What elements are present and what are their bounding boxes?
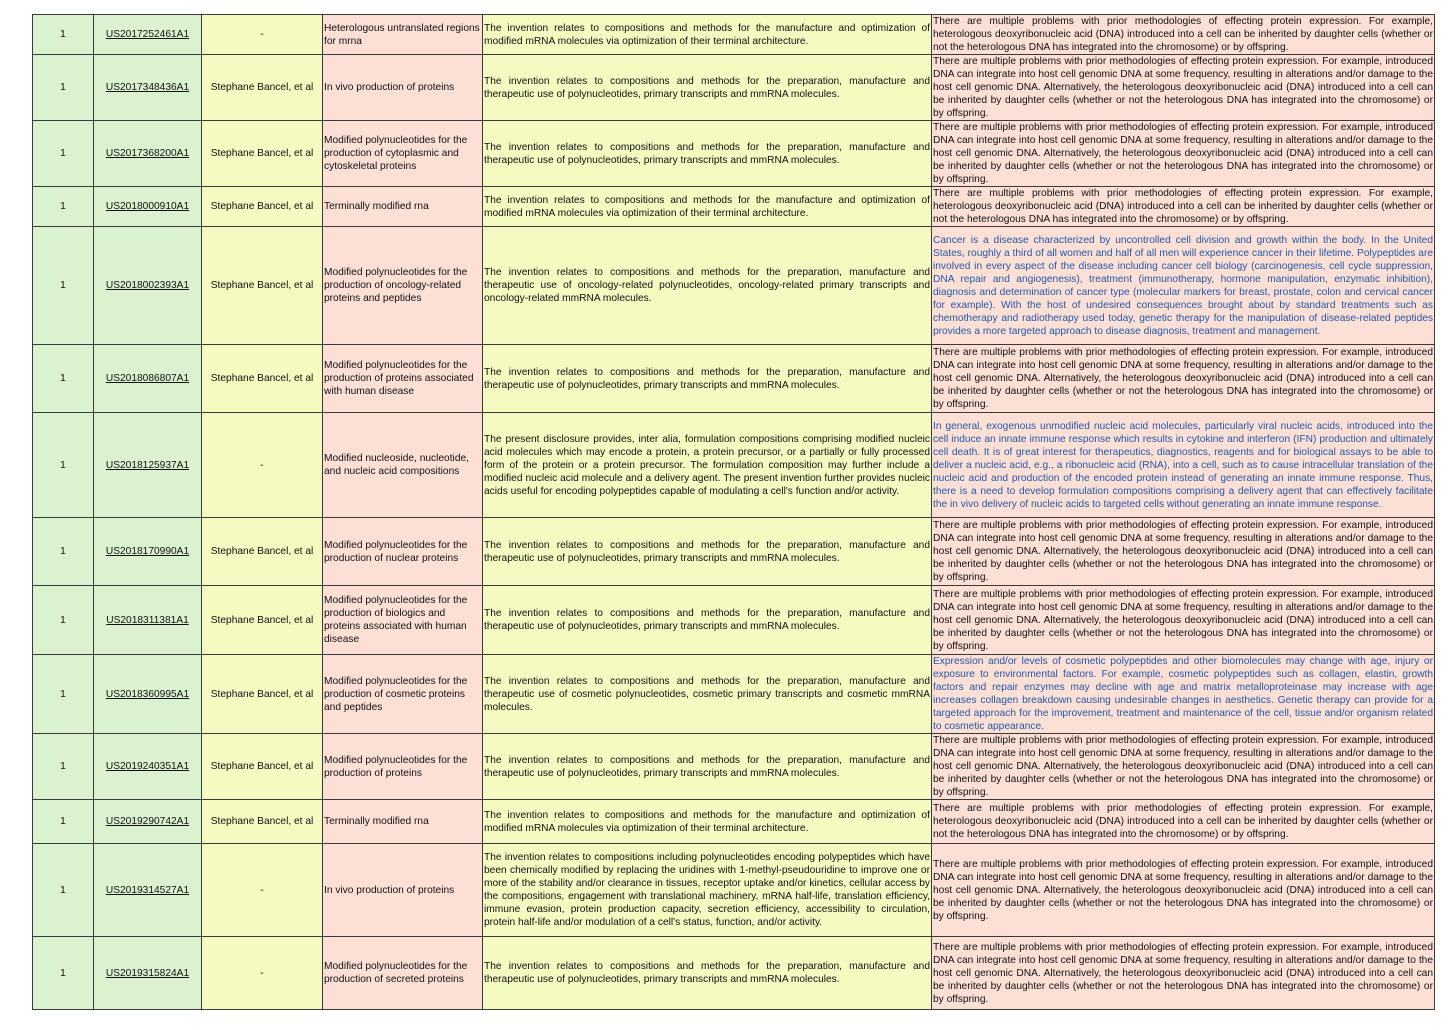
table-row <box>33 655 1435 734</box>
problem-cell: There are multiple problems with prior methodologies of effecting protein expression. For example, introduced DNA can integrate into host cell genomic DNA at some frequency, resulting in alterations and/or damage to the host cell genomic DNA. Alternatively, the heterologous deoxyribonucleic acid (DNA) introduced into a cell can be inherited by daughter cells (whether or not the heterologous DNA has integrated into the chromosome) or by offspring. <box>933 56 1433 119</box>
problem-cell: Cancer is a disease characterized by uncontrolled cell division and growth within the body. In the United States, roughly a third of all women and half of all men will experience cancer in their lifetime. Polypeptides are involved in every aspect of the disease including cancer cell biology (carcinogenesis, cell cycle suppression, DNA repair and angiogenesis), treatment (immunotherapy, hormone manipulation, enzymatic inhibition), diagnosis and determination of cancer type (molecular markers for breast, prostate, colon and cervical cancer for example). With the host of undesired consequences brought about by standard treatments such as chemotherapy and radiotherapy used today, genetic therapy for the manipulation of disease-related peptides provides a more targeted approach to disease diagnosis, treatment and management. <box>932 227 1435 345</box>
abstract-cell: The present disclosure provides, inter alia, formulation compositions comprising modified nucleic acid molecules which may encode a protein, a protein precursor, or a partially or fully processed form of the protein or a protein precursor. The formulation composition may further include a modified nucleic acid molecule and a delivery agent. The present invention further provides nucleic acids useful for encoding polypeptides capable of modulating a cell's function and/or activity. <box>483 413 932 518</box>
table-row <box>33 345 1435 413</box>
title-cell: Terminally modified rna <box>323 187 483 227</box>
count-cell: 1 <box>33 844 94 937</box>
patent-cell <box>94 15 202 55</box>
patent-link[interactable]: US2017368200A1 <box>105 148 190 159</box>
problem-cell: There are multiple problems with prior methodologies of effecting protein expression. For example, introduced DNA can integrate into host cell genomic DNA at some frequency, resulting in alterations and/or damage to the host cell genomic DNA. Alternatively, the heterologous deoxyribonucleic acid (DNA) introduced into a cell can be inherited by daughter cells (whether or not the heterologous DNA has integrated into the chromosome) or by offspring. <box>932 937 1435 1010</box>
table-row <box>33 121 1435 187</box>
count-cell: 1 <box>33 345 94 413</box>
problem-cell: In general, exogenous unmodified nucleic acid molecules, particularly viral nucleic acids, introduced into the cell induce an innate immune response which results in cytokine and interferon (IFN) production and ultimately cell death. It is of great interest for therapeutics, diagnostics, reagents and for biological assays to be able to deliver a nucleic acid, e.g., a ribonucleic acid (RNA), into a cell, such as to cause intracellular translation of the nucleic acid and production of the encoded protein instead of generating an innate immune response. Thus, there is a need to develop formulation compositions comprising a delivery agent that can effectively facilitate the in vivo delivery of nucleic acids to targeted cells without generating an innate immune response. <box>932 413 1435 518</box>
patent-cell <box>94 518 202 586</box>
patent-table <box>32 14 1435 1010</box>
abstract-cell: The invention relates to compositions including polynucleotides encoding polypeptides which have been chemically modified by replacing the uridines with 1-methyl-pseudouridine to improve one or more of the stability and/or clearance in tissues, receptor uptake and/or kinetics, cellular access by the compositions, engagement with translational machinery, mRNA half-life, translation efficiency, immune evasion, protein production capacity, secretion efficiency, accessibility to circulation, protein half-life and/or modulation of a cell's status, function, and/or activity. <box>483 844 932 937</box>
inventor-cell: Stephane Bancel, et al <box>202 55 323 121</box>
count-cell: 1 <box>33 800 94 844</box>
inventor-cell: Stephane Bancel, et al <box>202 121 323 187</box>
count-cell: 1 <box>33 413 94 518</box>
patent-cell <box>94 187 202 227</box>
problem-cell: There are multiple problems with prior methodologies of effecting protein expression. For example, introduced DNA can integrate into host cell genomic DNA at some frequency, resulting in alterations and/or damage to the host cell genomic DNA. Alternatively, the heterologous deoxyribonucleic acid (DNA) introduced into a cell can be inherited by daughter cells (whether or not the heterologous DNA has integrated into the chromosome) or by offspring. <box>932 844 1435 937</box>
problem-cell: There are multiple problems with prior methodologies of effecting protein expression. For example, heterologous deoxyribonucleic acid (DNA) introduced into a cell can be inherited by daughter cells (whether or not the heterologous DNA has integrated into the chromosome) or by offspring. <box>933 16 1433 53</box>
patent-cell <box>94 121 202 187</box>
table-row <box>33 844 1435 937</box>
table-row <box>33 187 1435 227</box>
patent-cell <box>94 655 202 734</box>
count-cell: 1 <box>33 518 94 586</box>
inventor-cell: Stephane Bancel, et al <box>202 586 323 655</box>
patent-link[interactable]: US2017252461A1 <box>105 29 190 40</box>
problem-cell: There are multiple problems with prior methodologies of effecting protein expression. For example, introduced DNA can integrate into host cell genomic DNA at some frequency, resulting in alterations and/or damage to the host cell genomic DNA. Alternatively, the heterologous deoxyribonucleic acid (DNA) introduced into a cell can be inherited by daughter cells (whether or not the heterologous DNA has integrated into the chromosome) or by offspring. <box>932 586 1435 655</box>
patent-cell <box>94 55 202 121</box>
patent-cell <box>94 345 202 413</box>
table-row <box>33 15 1435 55</box>
problem-cell: There are multiple problems with prior methodologies of effecting protein expression. For example, introduced DNA can integrate into host cell genomic DNA at some frequency, resulting in alterations and/or damage to the host cell genomic DNA. Alternatively, the heterologous deoxyribonucleic acid (DNA) introduced into a cell can be inherited by daughter cells (whether or not the heterologous DNA has integrated into the chromosome) or by offspring. <box>932 345 1435 413</box>
title-cell: Modified nucleoside, nucleotide, and nucleic acid compositions <box>323 413 483 518</box>
inventor-cell: - <box>202 937 323 1010</box>
title-cell: Modified polynucleotides for the production of proteins <box>323 734 483 800</box>
title-cell: Modified polynucleotides for the production of cosmetic proteins and peptides <box>323 655 483 734</box>
title-cell: Modified polynucleotides for the production of oncology-related proteins and peptides <box>323 227 483 345</box>
title-cell: Heterologous untranslated regions for mrna <box>323 15 483 55</box>
patent-link[interactable]: US2018000910A1 <box>105 201 190 212</box>
patent-link[interactable]: US2018170990A1 <box>105 546 190 557</box>
inventor-cell: Stephane Bancel, et al <box>202 800 323 844</box>
table-row <box>33 937 1435 1010</box>
patent-cell <box>94 937 202 1010</box>
abstract-cell: The invention relates to compositions and methods for the preparation, manufacture and therapeutic use of cosmetic polynucleotides, cosmetic primary transcripts and cosmetic mmRNA molecules. <box>483 655 932 734</box>
patent-link[interactable]: US2019315824A1 <box>105 967 190 979</box>
count-cell: 1 <box>33 937 94 1010</box>
patent-link[interactable]: US2019240351A1 <box>105 761 190 772</box>
count-cell: 1 <box>33 187 94 227</box>
patent-cell <box>94 844 202 937</box>
title-cell: Modified polynucleotides for the production of proteins associated with human disease <box>323 345 483 413</box>
table-row <box>33 586 1435 655</box>
inventor-cell: - <box>202 15 323 55</box>
problem-cell: There are multiple problems with prior methodologies of effecting protein expression. For example, heterologous deoxyribonucleic acid (DNA) introduced into a cell can be inherited by daughter cells (whether or not the heterologous DNA has integrated into the chromosome) or by offspring. <box>933 188 1433 225</box>
table-row <box>33 518 1435 586</box>
problem-cell: There are multiple problems with prior methodologies of effecting protein expression. For example, introduced DNA can integrate into host cell genomic DNA at some frequency, resulting in alterations and/or damage to the host cell genomic DNA. Alternatively, the heterologous deoxyribonucleic acid (DNA) introduced into a cell can be inherited by daughter cells (whether or not the heterologous DNA has integrated into the chromosome) or by offspring. <box>932 518 1435 586</box>
abstract-cell: The invention relates to compositions and methods for the preparation, manufacture and therapeutic use of polynucleotides, primary transcripts and mmRNA molecules. <box>483 55 932 121</box>
problem-cell: Expression and/or levels of cosmetic polypeptides and other biomolecules may change with age, injury or exposure to environmental factors. For example, cosmetic polypeptides such as collagen, elastin, growth factors and repair enzymes may decline with age and matrix metalloproteinase may increase with age increases collagen breakdown causing undesirable changes in aesthetics. Genetic therapy can provide for a targeted approach for the improvement, treatment and maintenance of the cell, tissue and/or organism related to cosmetic appearance. <box>933 656 1433 732</box>
patent-link[interactable]: US2018002393A1 <box>105 280 190 291</box>
patent-cell <box>94 413 202 518</box>
patent-cell <box>94 227 202 345</box>
inventor-cell: - <box>202 413 323 518</box>
title-cell: Modified polynucleotides for the production of biologics and proteins associated with human disease <box>323 586 483 655</box>
abstract-cell: The invention relates to compositions and methods for the manufacture and optimization of modified mRNA molecules via optimization of their terminal architecture. <box>483 187 932 227</box>
inventor-cell: - <box>202 844 323 937</box>
patent-link[interactable]: US2017348436A1 <box>105 82 190 93</box>
table-row <box>33 734 1435 800</box>
title-cell: Modified polynucleotides for the production of cytoplasmic and cytoskeletal proteins <box>323 121 483 187</box>
problem-cell: There are multiple problems with prior methodologies of effecting protein expression. For example, heterologous deoxyribonucleic acid (DNA) introduced into a cell can be inherited by daughter cells (whether or not the heterologous DNA has integrated into the chromosome) or by offspring. <box>932 800 1435 844</box>
patent-link[interactable]: US2019290742A1 <box>105 816 190 827</box>
count-cell: 1 <box>33 655 94 734</box>
inventor-cell: Stephane Bancel, et al <box>202 345 323 413</box>
title-cell: Terminally modified rna <box>323 800 483 844</box>
abstract-cell: The invention relates to compositions and methods for the preparation, manufacture and therapeutic use of polynucleotides, primary transcripts and mmRNA molecules. <box>483 734 932 800</box>
abstract-cell: The invention relates to compositions and methods for the preparation, manufacture and therapeutic use of polynucleotides, primary transcripts and mmRNA molecules. <box>483 586 932 655</box>
inventor-cell: Stephane Bancel, et al <box>202 655 323 734</box>
patent-link[interactable]: US2018125937A1 <box>105 459 190 471</box>
count-cell: 1 <box>33 586 94 655</box>
title-cell: Modified polynucleotides for the production of nuclear proteins <box>323 518 483 586</box>
patent-cell <box>94 734 202 800</box>
count-cell: 1 <box>33 734 94 800</box>
count-cell: 1 <box>33 15 94 55</box>
abstract-cell: The invention relates to compositions and methods for the preparation, manufacture and therapeutic use of polynucleotides, primary transcripts and mmRNA molecules. <box>483 345 932 413</box>
patent-link[interactable]: US2019314527A1 <box>105 884 190 896</box>
abstract-cell: The invention relates to compositions and methods for the preparation, manufacture and therapeutic use of polynucleotides, primary transcripts and mmRNA molecules. <box>483 121 932 187</box>
patent-cell <box>94 586 202 655</box>
table-row <box>33 800 1435 844</box>
patent-link[interactable]: US2018311381A1 <box>106 614 189 626</box>
title-cell: In vivo production of proteins <box>323 55 483 121</box>
problem-cell: There are multiple problems with prior methodologies of effecting protein expression. For example, introduced DNA can integrate into host cell genomic DNA at some frequency, resulting in alterations and/or damage to the host cell genomic DNA. Alternatively, the heterologous deoxyribonucleic acid (DNA) introduced into a cell can be inherited by daughter cells (whether or not the heterologous DNA has integrated into the chromosome) or by offspring. <box>933 735 1433 798</box>
inventor-cell: Stephane Bancel, et al <box>202 518 323 586</box>
table-row <box>33 227 1435 345</box>
problem-cell: There are multiple problems with prior methodologies of effecting protein expression. For example, introduced DNA can integrate into host cell genomic DNA at some frequency, resulting in alterations and/or damage to the host cell genomic DNA. Alternatively, the heterologous deoxyribonucleic acid (DNA) introduced into a cell can be inherited by daughter cells (whether or not the heterologous DNA has integrated into the chromosome) or by offspring. <box>933 122 1433 185</box>
count-cell: 1 <box>33 55 94 121</box>
table-row <box>33 413 1435 518</box>
patent-cell <box>94 800 202 844</box>
count-cell: 1 <box>33 227 94 345</box>
title-cell: In vivo production of proteins <box>323 844 483 937</box>
inventor-cell: Stephane Bancel, et al <box>202 187 323 227</box>
abstract-cell: The invention relates to compositions and methods for the preparation, manufacture and therapeutic use of oncology-related polynucleotides, oncology-related primary transcripts and oncology-related mmRNA molecules. <box>483 227 932 345</box>
inventor-cell: Stephane Bancel, et al <box>202 734 323 800</box>
inventor-cell: Stephane Bancel, et al <box>202 227 323 345</box>
table-row <box>33 55 1435 121</box>
abstract-cell: The invention relates to compositions and methods for the manufacture and optimization of modified mRNA molecules via optimization of their terminal architecture. <box>483 15 932 55</box>
title-cell: Modified polynucleotides for the production of secreted proteins <box>323 937 483 1010</box>
abstract-cell: The invention relates to compositions and methods for the preparation, manufacture and therapeutic use of polynucleotides, primary transcripts and mmRNA molecules. <box>483 937 932 1010</box>
count-cell: 1 <box>33 121 94 187</box>
patent-link[interactable]: US2018360995A1 <box>105 688 190 700</box>
abstract-cell: The invention relates to compositions and methods for the manufacture and optimization of modified mRNA molecules via optimization of their terminal architecture. <box>483 800 932 844</box>
abstract-cell: The invention relates to compositions and methods for the preparation, manufacture and therapeutic use of polynucleotides, primary transcripts and mmRNA molecules. <box>483 518 932 586</box>
patent-link[interactable]: US2018086807A1 <box>105 373 190 384</box>
